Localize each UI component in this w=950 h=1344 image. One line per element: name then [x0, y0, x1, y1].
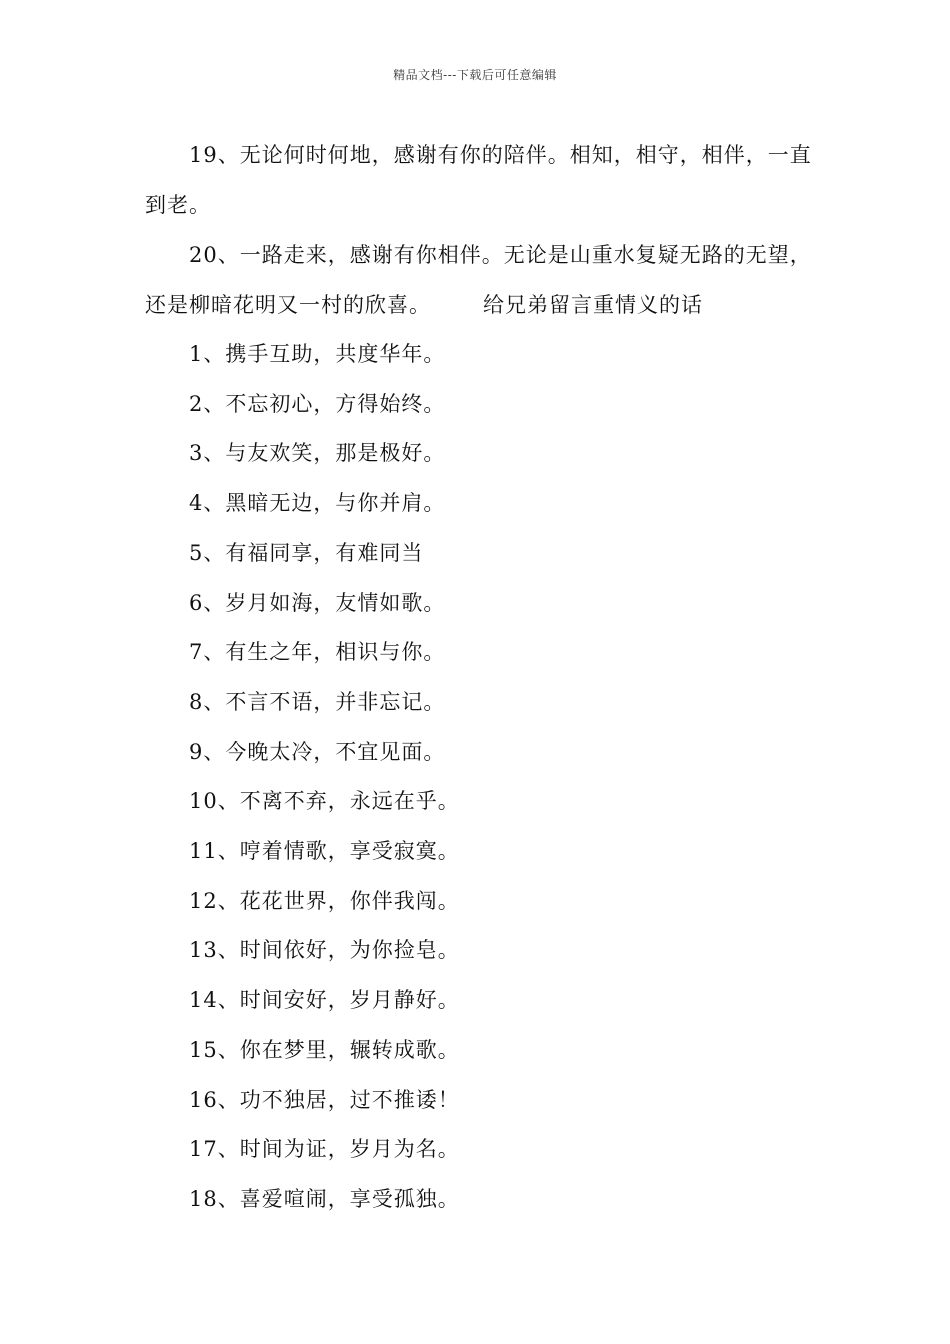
paragraph-20-text: 20、一路走来，感谢有你相伴。无论是山重水复疑无路的无望，还是柳暗花明又一村的欣喜。: [145, 243, 812, 317]
section-heading: 给兄弟留言重情义的话: [483, 293, 703, 317]
list-item: 3、与友欢笑，那是极好。: [189, 441, 446, 466]
list-item: 7、有生之年，相识与你。: [189, 640, 446, 665]
list-item: 6、岁月如海，友情如歌。: [189, 590, 446, 615]
paragraph-19: [145, 130, 825, 230]
page-header: 精品文档---下载后可任意编辑: [393, 68, 557, 82]
list-item: 14、时间安好，岁月静好。: [189, 988, 460, 1013]
list-item: 4、黑暗无边，与你并肩。: [189, 491, 446, 516]
list-item: 18、喜爱喧闹，享受孤独。: [189, 1186, 460, 1211]
paragraph-19-text: 19、无论何时何地，感谢有你的陪伴。相知，相守，相伴，一直到老。: [145, 143, 812, 217]
document-body: [145, 130, 825, 1225]
list-item: 17、时间为证，岁月为名。: [189, 1137, 460, 1162]
list-item: 8、不言不语，并非忘记。: [189, 689, 446, 714]
list-item: 16、功不独居，过不推诿！: [189, 1087, 460, 1112]
list-item: 11、哼着情歌，享受寂寞。: [189, 839, 460, 864]
list-item: 15、你在梦里，辗转成歌。: [189, 1037, 460, 1062]
list-item: 10、不离不弃，永远在乎。: [189, 789, 460, 814]
paragraph-20: [145, 230, 825, 330]
quote-list: [145, 330, 825, 1225]
list-item: 1、携手互助，共度华年。: [189, 342, 446, 366]
list-item: 5、有福同享，有难同当: [189, 540, 424, 565]
list-item: 12、花花世界，你伴我闯。: [189, 888, 460, 913]
list-item: 9、今晚太冷，不宜见面。: [189, 739, 446, 764]
list-item: 2、不忘初心，方得始终。: [189, 391, 446, 416]
list-item: 13、时间依好，为你捡皂。: [189, 938, 460, 963]
